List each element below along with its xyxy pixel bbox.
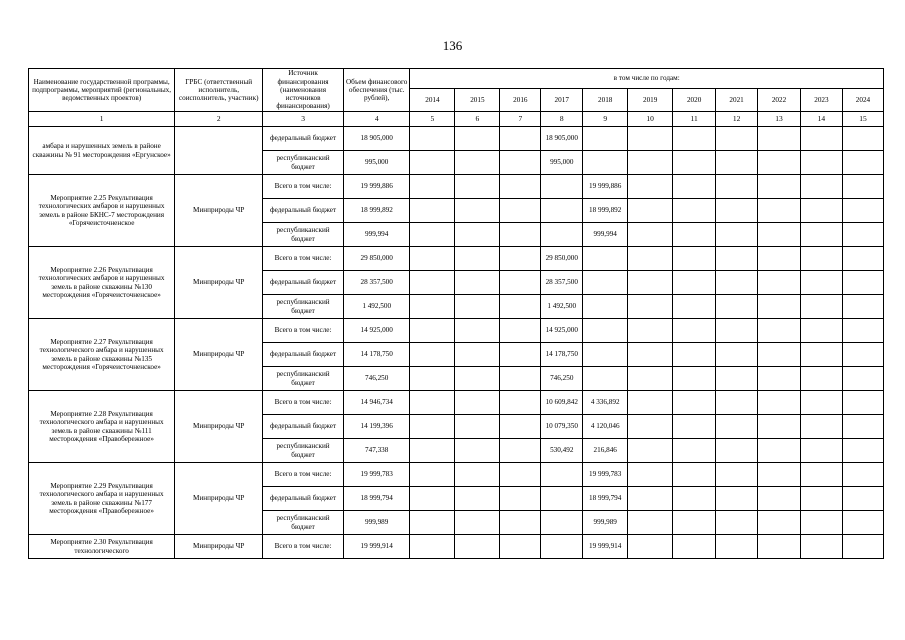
year-2017-cell: 1 492,500 xyxy=(541,295,583,319)
year-empty-cell xyxy=(673,127,716,151)
year-empty-cell xyxy=(410,223,455,247)
column-number: 12 xyxy=(716,112,758,127)
year-empty-cell xyxy=(716,271,758,295)
year-2018-cell: 4 120,046 xyxy=(583,415,628,439)
measure-name-cell: Мероприятие 2.25 Рекультивация технологических амбаров и нарушенных земель в районе БКНС-7 месторождения «Горячеисточненское xyxy=(29,175,175,247)
year-empty-cell xyxy=(842,535,883,559)
year-2018-cell: 18 999,892 xyxy=(583,199,628,223)
total-cell: 746,250 xyxy=(343,367,409,391)
year-empty-cell xyxy=(758,439,801,463)
year-empty-cell xyxy=(716,367,758,391)
year-empty-cell xyxy=(628,319,673,343)
source-cell: федеральный бюджет xyxy=(263,415,344,439)
year-empty-cell xyxy=(716,535,758,559)
year-header-2024: 2024 xyxy=(842,89,883,112)
total-cell: 999,989 xyxy=(343,511,409,535)
column-number: 5 xyxy=(410,112,455,127)
year-empty-cell xyxy=(455,511,500,535)
year-empty-cell xyxy=(410,319,455,343)
year-header-2014: 2014 xyxy=(410,89,455,112)
header-name: Наименование государственной программы, подпрограммы, мероприятий (региональных, ведомственных проектов) xyxy=(29,69,175,112)
year-empty-cell xyxy=(842,415,883,439)
year-empty-cell xyxy=(673,247,716,271)
year-empty-cell xyxy=(455,271,500,295)
year-empty-cell xyxy=(628,343,673,367)
year-empty-cell xyxy=(628,295,673,319)
year-empty-cell xyxy=(628,511,673,535)
year-2017-cell xyxy=(541,535,583,559)
year-empty-cell xyxy=(628,439,673,463)
year-empty-cell xyxy=(673,223,716,247)
year-empty-cell xyxy=(455,127,500,151)
year-empty-cell xyxy=(628,271,673,295)
year-empty-cell xyxy=(716,223,758,247)
column-number: 8 xyxy=(541,112,583,127)
year-empty-cell xyxy=(410,175,455,199)
column-number: 14 xyxy=(800,112,842,127)
year-empty-cell xyxy=(500,463,541,487)
year-empty-cell xyxy=(842,439,883,463)
year-empty-cell xyxy=(716,415,758,439)
year-empty-cell xyxy=(455,367,500,391)
year-empty-cell xyxy=(455,439,500,463)
year-empty-cell xyxy=(628,199,673,223)
year-empty-cell xyxy=(758,127,801,151)
year-header-2016: 2016 xyxy=(500,89,541,112)
year-2018-cell: 4 336,892 xyxy=(583,391,628,415)
year-empty-cell xyxy=(628,247,673,271)
year-empty-cell xyxy=(500,319,541,343)
year-2017-cell: 10 609,842 xyxy=(541,391,583,415)
year-empty-cell xyxy=(628,391,673,415)
table-row xyxy=(29,175,884,199)
year-empty-cell xyxy=(800,487,842,511)
source-cell: федеральный бюджет xyxy=(263,199,344,223)
year-empty-cell xyxy=(673,271,716,295)
year-2018-cell: 18 999,794 xyxy=(583,487,628,511)
total-cell: 14 946,734 xyxy=(343,391,409,415)
year-empty-cell xyxy=(716,199,758,223)
year-2018-cell xyxy=(583,127,628,151)
year-2017-cell: 28 357,500 xyxy=(541,271,583,295)
year-empty-cell xyxy=(800,295,842,319)
header-source: Источник финансирования (наименования источников финансирования) xyxy=(263,69,344,112)
year-empty-cell xyxy=(716,319,758,343)
year-2017-cell: 14 925,000 xyxy=(541,319,583,343)
grbs-cell: Минприроды ЧР xyxy=(175,319,263,391)
year-2018-cell: 19 999,914 xyxy=(583,535,628,559)
column-number: 15 xyxy=(842,112,883,127)
year-empty-cell xyxy=(673,367,716,391)
source-cell: федеральный бюджет xyxy=(263,487,344,511)
year-2017-cell xyxy=(541,223,583,247)
year-empty-cell xyxy=(716,463,758,487)
table-row xyxy=(29,319,884,343)
column-number: 3 xyxy=(263,112,344,127)
year-empty-cell xyxy=(842,295,883,319)
year-empty-cell xyxy=(842,391,883,415)
table-row xyxy=(29,247,884,271)
year-empty-cell xyxy=(500,127,541,151)
year-empty-cell xyxy=(716,247,758,271)
grbs-cell: Минприроды ЧР xyxy=(175,247,263,319)
total-cell: 28 357,500 xyxy=(343,271,409,295)
year-empty-cell xyxy=(628,367,673,391)
table-row xyxy=(29,463,884,487)
year-2017-cell: 995,000 xyxy=(541,151,583,175)
year-empty-cell xyxy=(500,439,541,463)
table-row xyxy=(29,391,884,415)
year-2017-cell: 530,492 xyxy=(541,439,583,463)
column-number: 10 xyxy=(628,112,673,127)
total-cell: 19 999,783 xyxy=(343,463,409,487)
year-empty-cell xyxy=(842,271,883,295)
column-number: 6 xyxy=(455,112,500,127)
year-empty-cell xyxy=(455,223,500,247)
year-empty-cell xyxy=(500,511,541,535)
year-empty-cell xyxy=(758,271,801,295)
source-cell: федеральный бюджет xyxy=(263,343,344,367)
year-empty-cell xyxy=(455,415,500,439)
year-empty-cell xyxy=(758,151,801,175)
column-number: 11 xyxy=(673,112,716,127)
year-empty-cell xyxy=(673,535,716,559)
year-empty-cell xyxy=(842,463,883,487)
measure-name-cell: Мероприятие 2.28 Рекультивация технологического амбара и нарушенных земель в районе скважины №111 месторождения «Правобережное» xyxy=(29,391,175,463)
source-cell: республиканский бюджет xyxy=(263,511,344,535)
year-2018-cell xyxy=(583,343,628,367)
year-empty-cell xyxy=(410,151,455,175)
year-header-2022: 2022 xyxy=(758,89,801,112)
year-empty-cell xyxy=(628,487,673,511)
source-cell: Всего в том числе: xyxy=(263,175,344,199)
year-empty-cell xyxy=(673,319,716,343)
total-cell: 18 999,794 xyxy=(343,487,409,511)
column-number: 1 xyxy=(29,112,175,127)
year-empty-cell xyxy=(455,463,500,487)
year-empty-cell xyxy=(673,415,716,439)
year-empty-cell xyxy=(500,223,541,247)
year-empty-cell xyxy=(455,247,500,271)
year-empty-cell xyxy=(628,175,673,199)
year-empty-cell xyxy=(800,319,842,343)
source-cell: республиканский бюджет xyxy=(263,151,344,175)
year-header-2015: 2015 xyxy=(455,89,500,112)
year-empty-cell xyxy=(800,151,842,175)
year-empty-cell xyxy=(800,199,842,223)
year-empty-cell xyxy=(410,391,455,415)
year-empty-cell xyxy=(716,343,758,367)
year-2017-cell: 18 905,000 xyxy=(541,127,583,151)
year-empty-cell xyxy=(500,367,541,391)
year-2018-cell: 999,994 xyxy=(583,223,628,247)
year-empty-cell xyxy=(410,199,455,223)
year-header-2018: 2018 xyxy=(583,89,628,112)
year-empty-cell xyxy=(455,151,500,175)
year-empty-cell xyxy=(842,223,883,247)
year-empty-cell xyxy=(758,199,801,223)
year-empty-cell xyxy=(800,463,842,487)
source-cell: федеральный бюджет xyxy=(263,271,344,295)
grbs-cell: Минприроды ЧР xyxy=(175,391,263,463)
year-empty-cell xyxy=(842,199,883,223)
year-empty-cell xyxy=(716,127,758,151)
year-empty-cell xyxy=(800,535,842,559)
year-empty-cell xyxy=(842,247,883,271)
measure-name-cell: Мероприятие 2.30 Рекультивация технологического xyxy=(29,535,175,559)
year-empty-cell xyxy=(500,487,541,511)
year-empty-cell xyxy=(673,343,716,367)
year-empty-cell xyxy=(800,511,842,535)
year-empty-cell xyxy=(628,535,673,559)
year-empty-cell xyxy=(673,295,716,319)
year-empty-cell xyxy=(758,391,801,415)
year-empty-cell xyxy=(716,175,758,199)
year-empty-cell xyxy=(628,415,673,439)
table-row xyxy=(29,535,884,559)
source-cell: Всего в том числе: xyxy=(263,535,344,559)
year-empty-cell xyxy=(842,343,883,367)
source-cell: республиканский бюджет xyxy=(263,295,344,319)
year-2018-cell: 216,846 xyxy=(583,439,628,463)
measure-name-cell: Мероприятие 2.27 Рекультивация технологического амбара и нарушенных земель в районе скважины №135 месторождения «Горячеисточненское» xyxy=(29,319,175,391)
total-cell: 14 925,000 xyxy=(343,319,409,343)
year-header-2020: 2020 xyxy=(673,89,716,112)
year-empty-cell xyxy=(758,247,801,271)
year-empty-cell xyxy=(500,391,541,415)
page-number: 136 xyxy=(442,38,463,53)
year-empty-cell xyxy=(455,295,500,319)
year-empty-cell xyxy=(716,151,758,175)
year-2017-cell xyxy=(541,199,583,223)
year-empty-cell xyxy=(842,367,883,391)
total-cell: 995,000 xyxy=(343,151,409,175)
source-cell: Всего в том числе: xyxy=(263,319,344,343)
year-2018-cell xyxy=(583,367,628,391)
year-empty-cell xyxy=(758,343,801,367)
year-2018-cell xyxy=(583,271,628,295)
year-empty-cell xyxy=(410,367,455,391)
year-empty-cell xyxy=(500,151,541,175)
year-2017-cell: 746,250 xyxy=(541,367,583,391)
year-empty-cell xyxy=(673,175,716,199)
year-2017-cell: 29 850,000 xyxy=(541,247,583,271)
year-empty-cell xyxy=(628,463,673,487)
year-empty-cell xyxy=(800,271,842,295)
source-cell: республиканский бюджет xyxy=(263,223,344,247)
year-2018-cell: 19 999,783 xyxy=(583,463,628,487)
year-empty-cell xyxy=(628,151,673,175)
year-2018-cell xyxy=(583,295,628,319)
column-number: 9 xyxy=(583,112,628,127)
year-empty-cell xyxy=(410,295,455,319)
year-header-2021: 2021 xyxy=(716,89,758,112)
year-empty-cell xyxy=(410,271,455,295)
grbs-cell: Минприроды ЧР xyxy=(175,463,263,535)
year-empty-cell xyxy=(500,175,541,199)
grbs-cell: Минприроды ЧР xyxy=(175,535,263,559)
total-cell: 19 999,886 xyxy=(343,175,409,199)
total-cell: 18 905,000 xyxy=(343,127,409,151)
year-header-2019: 2019 xyxy=(628,89,673,112)
year-empty-cell xyxy=(758,223,801,247)
grbs-cell xyxy=(175,127,263,175)
year-2018-cell: 19 999,886 xyxy=(583,175,628,199)
source-cell: федеральный бюджет xyxy=(263,127,344,151)
year-empty-cell xyxy=(628,127,673,151)
year-empty-cell xyxy=(673,487,716,511)
year-empty-cell xyxy=(800,127,842,151)
year-empty-cell xyxy=(758,487,801,511)
total-cell: 29 850,000 xyxy=(343,247,409,271)
total-cell: 18 999,892 xyxy=(343,199,409,223)
year-empty-cell xyxy=(758,535,801,559)
year-2018-cell xyxy=(583,247,628,271)
year-empty-cell xyxy=(716,439,758,463)
year-empty-cell xyxy=(800,343,842,367)
year-empty-cell xyxy=(758,295,801,319)
year-empty-cell xyxy=(673,511,716,535)
year-empty-cell xyxy=(758,319,801,343)
year-empty-cell xyxy=(758,367,801,391)
year-empty-cell xyxy=(716,295,758,319)
year-empty-cell xyxy=(455,535,500,559)
year-2017-cell xyxy=(541,511,583,535)
source-cell: республиканский бюджет xyxy=(263,367,344,391)
measure-name-cell: амбара и нарушенных земель в районе скважины № 91 месторождения «Ергунское» xyxy=(29,127,175,175)
year-empty-cell xyxy=(800,367,842,391)
header-years-caption: в том числе по годам: xyxy=(410,69,884,89)
total-cell: 14 178,750 xyxy=(343,343,409,367)
year-empty-cell xyxy=(500,343,541,367)
column-number: 4 xyxy=(343,112,409,127)
year-empty-cell xyxy=(455,199,500,223)
year-empty-cell xyxy=(800,247,842,271)
source-cell: Всего в том числе: xyxy=(263,247,344,271)
total-cell: 1 492,500 xyxy=(343,295,409,319)
year-2018-cell xyxy=(583,151,628,175)
year-2017-cell xyxy=(541,175,583,199)
year-empty-cell xyxy=(842,319,883,343)
year-empty-cell xyxy=(758,463,801,487)
year-2018-cell xyxy=(583,319,628,343)
header-grbs: ГРБС (ответственный исполнитель, соисполнитель, участник) xyxy=(175,69,263,112)
year-2017-cell: 10 079,350 xyxy=(541,415,583,439)
year-empty-cell xyxy=(628,223,673,247)
year-empty-cell xyxy=(758,415,801,439)
year-empty-cell xyxy=(500,271,541,295)
year-empty-cell xyxy=(455,391,500,415)
total-cell: 747,338 xyxy=(343,439,409,463)
header-volume: Объем финансового обеспечения (тыс. рублей), xyxy=(343,69,409,112)
measure-name-cell: Мероприятие 2.26 Рекультивация технологических амбаров и нарушенных земель в районе скважины №130 месторождения «Горячеисточненское» xyxy=(29,247,175,319)
year-empty-cell xyxy=(716,391,758,415)
year-empty-cell xyxy=(500,295,541,319)
year-empty-cell xyxy=(500,199,541,223)
year-empty-cell xyxy=(500,415,541,439)
table-row xyxy=(29,127,884,151)
year-2017-cell xyxy=(541,463,583,487)
year-empty-cell xyxy=(410,487,455,511)
year-empty-cell xyxy=(500,535,541,559)
year-empty-cell xyxy=(716,511,758,535)
year-empty-cell xyxy=(800,439,842,463)
year-empty-cell xyxy=(800,391,842,415)
year-empty-cell xyxy=(410,343,455,367)
year-header-2023: 2023 xyxy=(800,89,842,112)
year-empty-cell xyxy=(716,487,758,511)
year-empty-cell xyxy=(758,175,801,199)
total-cell: 19 999,914 xyxy=(343,535,409,559)
year-empty-cell xyxy=(842,175,883,199)
year-empty-cell xyxy=(673,463,716,487)
year-empty-cell xyxy=(800,415,842,439)
year-2017-cell: 14 178,750 xyxy=(541,343,583,367)
year-empty-cell xyxy=(673,199,716,223)
total-cell: 14 199,396 xyxy=(343,415,409,439)
measure-name-cell: Мероприятие 2.29 Рекультивация технологического амбара и нарушенных земель в районе скважины №177 месторождения «Правобережное» xyxy=(29,463,175,535)
year-empty-cell xyxy=(500,247,541,271)
year-empty-cell xyxy=(410,247,455,271)
year-header-2017: 2017 xyxy=(541,89,583,112)
year-empty-cell xyxy=(758,511,801,535)
grbs-cell: Минприроды ЧР xyxy=(175,175,263,247)
source-cell: Всего в том числе: xyxy=(263,391,344,415)
total-cell: 999,994 xyxy=(343,223,409,247)
year-empty-cell xyxy=(410,463,455,487)
year-empty-cell xyxy=(410,535,455,559)
year-empty-cell xyxy=(455,175,500,199)
year-empty-cell xyxy=(800,175,842,199)
year-empty-cell xyxy=(673,391,716,415)
year-empty-cell xyxy=(842,151,883,175)
year-empty-cell xyxy=(410,439,455,463)
column-number: 2 xyxy=(175,112,263,127)
year-empty-cell xyxy=(410,415,455,439)
year-2017-cell xyxy=(541,487,583,511)
year-empty-cell xyxy=(455,319,500,343)
year-empty-cell xyxy=(842,127,883,151)
financing-table xyxy=(28,68,884,559)
year-empty-cell xyxy=(842,487,883,511)
year-empty-cell xyxy=(455,487,500,511)
year-empty-cell xyxy=(673,439,716,463)
year-empty-cell xyxy=(673,151,716,175)
year-empty-cell xyxy=(800,223,842,247)
column-number: 7 xyxy=(500,112,541,127)
year-empty-cell xyxy=(410,127,455,151)
source-cell: республиканский бюджет xyxy=(263,439,344,463)
column-number: 13 xyxy=(758,112,801,127)
year-empty-cell xyxy=(842,511,883,535)
year-2018-cell: 999,989 xyxy=(583,511,628,535)
year-empty-cell xyxy=(455,343,500,367)
year-empty-cell xyxy=(410,511,455,535)
source-cell: Всего в том числе: xyxy=(263,463,344,487)
